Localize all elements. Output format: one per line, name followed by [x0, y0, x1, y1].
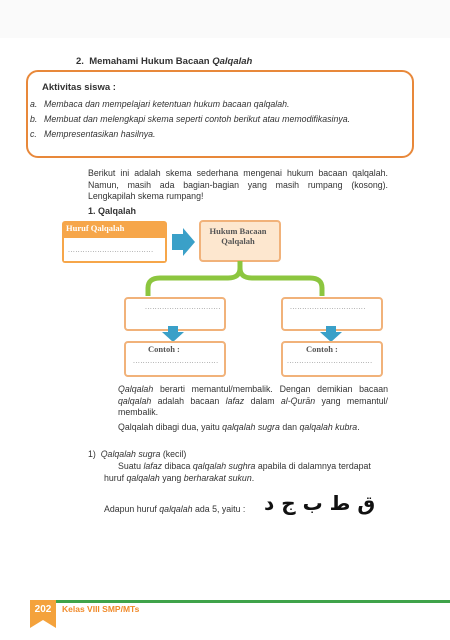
footer-rule: [30, 600, 450, 603]
mid-right-dots: ...............................: [290, 304, 366, 311]
contoh-right-label: Contoh :: [306, 344, 338, 354]
branch-left: [148, 261, 240, 296]
mid-left-box: [125, 298, 225, 330]
sugra-line-1: Suatu lafaz dibaca qalqalah sughra apabila di dalamnya terdapat: [118, 461, 371, 471]
sugra-line-2: huruf qalqalah yang berharakat sukun.: [104, 473, 255, 483]
hukum-bacaan-title: Hukum Bacaan Qalqalah: [209, 226, 267, 246]
subheading-qalqalah: 1. Qalqalah: [88, 206, 137, 216]
activity-item-c: c. Mempresentasikan hasilnya.: [30, 129, 156, 139]
intro-paragraph: Berikut ini adalah skema sederhana mengenai hukum bacaan qalqalah. Namun, masih ada bagian-bagian yang masih rumpang (kosong). Lengkapilah skema rumpang!: [88, 168, 388, 201]
activity-item-a: a. Membaca dan mempelajari ketentuan hukum bacaan qalqalah.: [30, 99, 290, 109]
arrow-right-icon: [172, 228, 195, 256]
huruf-qalqalah-title: Huruf Qalqalah: [66, 223, 125, 233]
page-number: 202: [30, 600, 56, 620]
mid-right-box: [282, 298, 382, 330]
section-title: 2. Memahami Hukum Bacaan Qalqalah: [76, 56, 253, 67]
huruf-qalqalah-dots: ...................................: [68, 247, 154, 254]
branch-right: [240, 268, 322, 296]
contoh-left-label: Contoh :: [148, 344, 180, 354]
definition-paragraph: Qalqalah berarti memantul/membalik. Dengan demikian bacaan qalqalah adalah bacaan lafaz dalam al-Qurān yang memantul/ membalik.: [118, 384, 388, 417]
page-top-band: [0, 0, 450, 38]
activity-item-b: b. Membuat dan melengkapi skema seperti contoh berikut atau memodifikasinya.: [30, 114, 351, 124]
contoh-left-dots: ...................................: [133, 358, 219, 365]
qalqalah-letters: ق ط ب ج د: [264, 491, 376, 515]
footer-book-title: Kelas VIII SMP/MTs: [62, 604, 140, 614]
contoh-right-dots: ...................................: [287, 358, 373, 365]
division-paragraph: Qalqalah dibagi dua, yaitu qalqalah sugra dan qalqalah kubra.: [118, 422, 360, 432]
activity-title: Aktivitas siswa :: [42, 82, 116, 93]
letters-intro: Adapun huruf qalqalah ada 5, yaitu :: [104, 504, 246, 514]
sugra-heading: 1) Qalqalah sugra (kecil): [88, 449, 187, 459]
page-number-tail: [30, 620, 56, 628]
mid-left-dots: ...............................: [145, 304, 221, 311]
